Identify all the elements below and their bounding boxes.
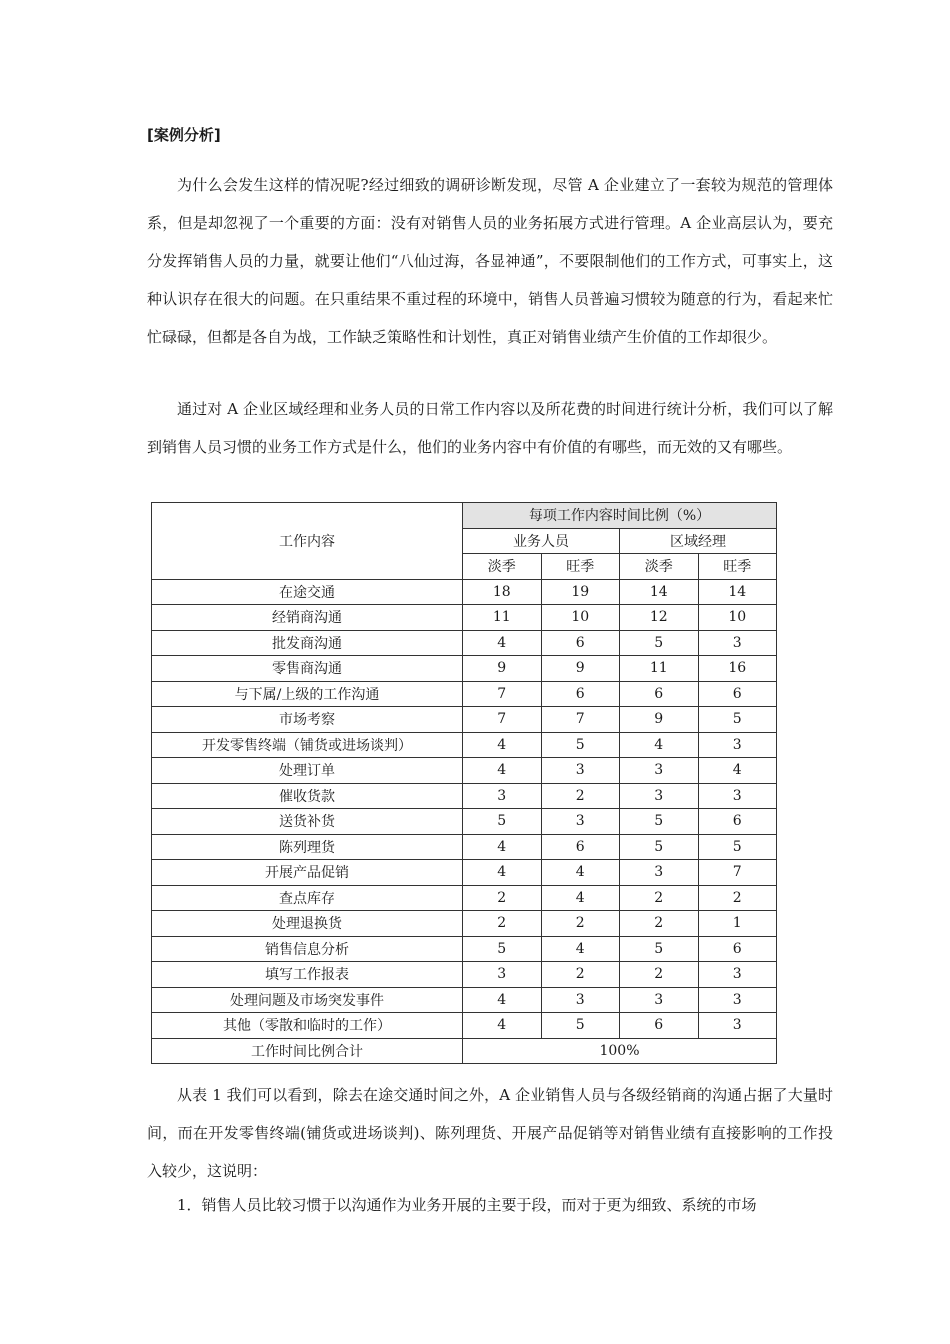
percent-cell: 3: [541, 758, 620, 784]
percent-cell: 7: [698, 860, 777, 886]
percent-cell: 4: [463, 987, 542, 1013]
table-row: [152, 579, 777, 605]
percent-cell: 6: [698, 809, 777, 835]
percent-cell: 2: [541, 911, 620, 937]
percent-cell: 7: [463, 681, 542, 707]
table-total-row: [152, 1038, 777, 1064]
percent-cell: 11: [463, 605, 542, 631]
table-row: [152, 707, 777, 733]
table-row: [152, 987, 777, 1013]
percent-cell: 9: [620, 707, 699, 733]
work-item-name: 查点库存: [152, 885, 463, 911]
work-item-name: 处理订单: [152, 758, 463, 784]
work-item-name: 批发商沟通: [152, 630, 463, 656]
percent-cell: 7: [541, 707, 620, 733]
work-item-name: 处理退换货: [152, 911, 463, 937]
header-manager-off-season: 淡季: [620, 554, 699, 580]
percent-cell: 16: [698, 656, 777, 682]
paragraph-point-1: 1．销售人员比较习惯于以沟通作为业务开展的主要于段，而对于更为细致、系统的市场: [177, 1196, 757, 1214]
table-row: [152, 1013, 777, 1039]
percent-cell: 19: [541, 579, 620, 605]
percent-cell: 4: [463, 1013, 542, 1039]
percent-cell: 3: [698, 962, 777, 988]
percent-cell: 3: [463, 962, 542, 988]
percent-cell: 3: [698, 987, 777, 1013]
percent-cell: 4: [463, 732, 542, 758]
table-row: [152, 809, 777, 835]
percent-cell: 6: [541, 681, 620, 707]
table-row: [152, 936, 777, 962]
work-item-name: 经销商沟通: [152, 605, 463, 631]
percent-cell: 4: [463, 834, 542, 860]
header-regional-manager: 区域经理: [620, 528, 777, 554]
table-body: [152, 579, 777, 1038]
percent-cell: 6: [541, 630, 620, 656]
work-item-name: 销售信息分析: [152, 936, 463, 962]
percent-cell: 5: [620, 630, 699, 656]
percent-cell: 4: [541, 936, 620, 962]
percent-cell: 4: [620, 732, 699, 758]
percent-cell: 2: [698, 885, 777, 911]
header-time-ratio: 每项工作内容时间比例（%）: [463, 503, 777, 529]
section-heading: [案例分析]: [147, 126, 221, 144]
table-row: [152, 681, 777, 707]
percent-cell: 2: [463, 911, 542, 937]
percent-cell: 5: [698, 707, 777, 733]
percent-cell: 10: [698, 605, 777, 631]
total-label: 工作时间比例合计: [152, 1038, 463, 1064]
header-staff-off-season: 淡季: [463, 554, 542, 580]
percent-cell: 6: [541, 834, 620, 860]
table-row: [152, 732, 777, 758]
table-row: [152, 656, 777, 682]
work-item-name: 催收货款: [152, 783, 463, 809]
work-item-name: 填写工作报表: [152, 962, 463, 988]
percent-cell: 5: [698, 834, 777, 860]
percent-cell: 14: [620, 579, 699, 605]
table-row: [152, 834, 777, 860]
percent-cell: 3: [698, 630, 777, 656]
percent-cell: 6: [698, 681, 777, 707]
percent-cell: 2: [541, 783, 620, 809]
percent-cell: 5: [541, 732, 620, 758]
total-value: 100%: [463, 1038, 777, 1064]
percent-cell: 4: [463, 758, 542, 784]
paragraph-analysis: 通过对 A 企业区域经理和业务人员的日常工作内容以及所花费的时间进行统计分析，我们可以了解到销售人员习惯的业务工作方式是什么，他们的业务内容中有价值的有哪些，而无效的又有哪些。: [147, 400, 833, 456]
percent-cell: 1: [698, 911, 777, 937]
work-item-name: 在途交通: [152, 579, 463, 605]
percent-cell: 4: [698, 758, 777, 784]
percent-cell: 11: [620, 656, 699, 682]
work-item-name: 开发零售终端（铺货或进场谈判）: [152, 732, 463, 758]
percent-cell: 5: [541, 1013, 620, 1039]
percent-cell: 2: [463, 885, 542, 911]
percent-cell: 3: [463, 783, 542, 809]
work-item-name: 与下属/上级的工作沟通: [152, 681, 463, 707]
header-work-content: 工作内容: [152, 503, 463, 580]
table-row: [152, 885, 777, 911]
header-manager-peak-season: 旺季: [698, 554, 777, 580]
table-row: [152, 605, 777, 631]
header-sales-staff: 业务人员: [463, 528, 620, 554]
table-row: [152, 758, 777, 784]
table-row: [152, 860, 777, 886]
header-staff-peak-season: 旺季: [541, 554, 620, 580]
percent-cell: 12: [620, 605, 699, 631]
work-time-table: [151, 502, 777, 1064]
percent-cell: 4: [541, 885, 620, 911]
percent-cell: 3: [620, 860, 699, 886]
work-item-name: 开展产品促销: [152, 860, 463, 886]
percent-cell: 3: [620, 987, 699, 1013]
percent-cell: 6: [620, 1013, 699, 1039]
percent-cell: 2: [620, 962, 699, 988]
table-row: [152, 911, 777, 937]
work-item-name: 市场考察: [152, 707, 463, 733]
table-row: [152, 783, 777, 809]
percent-cell: 5: [463, 936, 542, 962]
work-item-name: 其他（零散和临时的工作）: [152, 1013, 463, 1039]
paragraph-intro: 为什么会发生这样的情况呢?经过细致的调研诊断发现，尽管 A 企业建立了一套较为规范的管理体系，但是却忽视了一个重要的方面：没有对销售人员的业务拓展方式进行管理。A 企业高层认为，要充分发挥销售人员的力量，就要让他们“八仙过海，各显神通”，不要限制他们的工作方式，可事实上，这种认识存在很大的问题。在只重结果不重过程的环境中，销售人员普遍习惯较为随意的行为，看起来忙忙碌碌，但都是各自为战，工作缺乏策略性和计划性，真正对销售业绩产生价值的工作却很少。: [147, 176, 833, 346]
percent-cell: 3: [698, 732, 777, 758]
percent-cell: 3: [698, 783, 777, 809]
paragraph-conclusion: 从表 1 我们可以看到，除去在途交通时间之外，A 企业销售人员与各级经销商的沟通占据了大量时间，而在开发零售终端(铺货或进场谈判)、陈列理货、开展产品促销等对销售业绩有直接影响的工作投入较少，这说明：: [147, 1086, 833, 1180]
percent-cell: 3: [620, 783, 699, 809]
percent-cell: 6: [698, 936, 777, 962]
percent-cell: 5: [463, 809, 542, 835]
table-row: [152, 630, 777, 656]
percent-cell: 4: [463, 860, 542, 886]
percent-cell: 2: [620, 911, 699, 937]
percent-cell: 3: [620, 758, 699, 784]
percent-cell: 10: [541, 605, 620, 631]
percent-cell: 3: [541, 987, 620, 1013]
percent-cell: 5: [620, 834, 699, 860]
percent-cell: 2: [620, 885, 699, 911]
percent-cell: 3: [541, 809, 620, 835]
table-row: [152, 962, 777, 988]
percent-cell: 4: [463, 630, 542, 656]
percent-cell: 9: [541, 656, 620, 682]
percent-cell: 7: [463, 707, 542, 733]
work-item-name: 处理问题及市场突发事件: [152, 987, 463, 1013]
work-item-name: 零售商沟通: [152, 656, 463, 682]
percent-cell: 14: [698, 579, 777, 605]
percent-cell: 5: [620, 936, 699, 962]
percent-cell: 6: [620, 681, 699, 707]
percent-cell: 3: [698, 1013, 777, 1039]
percent-cell: 9: [463, 656, 542, 682]
work-item-name: 送货补货: [152, 809, 463, 835]
work-item-name: 陈列理货: [152, 834, 463, 860]
percent-cell: 5: [620, 809, 699, 835]
percent-cell: 18: [463, 579, 542, 605]
percent-cell: 2: [541, 962, 620, 988]
percent-cell: 4: [541, 860, 620, 886]
